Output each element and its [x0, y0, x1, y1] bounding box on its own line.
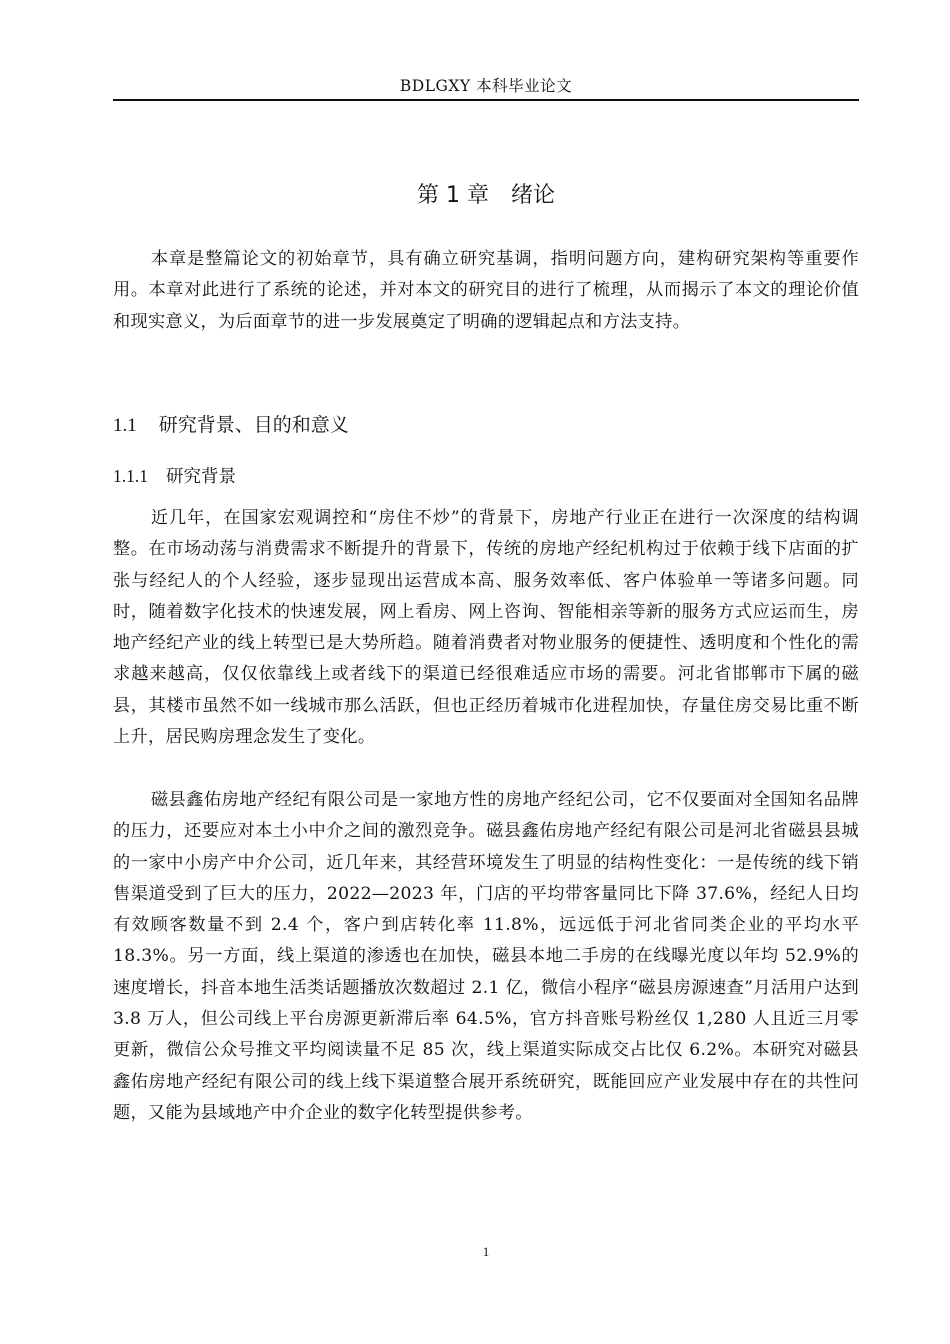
running-header: BDLGXY 本科毕业论文 [399, 77, 573, 95]
subsection-heading [113, 463, 236, 488]
section-title: 研究背景、目的和意义 [158, 414, 349, 436]
chapter-intro-paragraph: 本章是整篇论文的初始章节，具有确立研究基调，指明问题方向，建构研究架构等重要作用。本章对此进行了系统的论述，并对本文的研究目的进行了梳理，从而揭示了本文的理论价值和现实意义，为后面章节的进一步发展奠定了明确的逻辑起点和方法支持。 [113, 249, 859, 332]
subsection-title: 研究背景 [166, 467, 236, 487]
section-number: 1.1 [113, 415, 137, 436]
page-number: 1 [482, 1244, 490, 1259]
body-paragraph: 近几年，在国家宏观调控和“房住不炒”的背景下，房地产行业正在进行一次深度的结构调整。在市场动荡与消费需求不断提升的背景下，传统的房地产经纪机构过于依赖于线下店面的扩张与经纪人的个人经验，逐步显现出运营成本高、服务效率低、客户体验单一等诸多问题。同时，随着数字化技术的快速发展，网上看房、网上咨询、智能相亲等新的服务方式应运而生，房地产经纪产业的线上转型已是大势所趋。随着消费者对物业服务的便捷性、透明度和个性化的需求越来越高，仅仅依靠线上或者线下的渠道已经很难适应市场的需要。河北省邯郸市下属的磁县，其楼市虽然不如一线城市那么活跃，但也正经历着城市化进程加快，存量住房交易比重不断上升，居民购房理念发生了变化。 [113, 508, 859, 748]
body-paragraph: 磁县鑫佑房地产经纪有限公司是一家地方性的房地产经纪公司，它不仅要面对全国知名品牌的压力，还要应对本土小中介之间的激烈竞争。磁县鑫佑房地产经纪有限公司是河北省磁县县城的一家中小房产中介公司，近几年来，其经营环境发生了明显的结构性变化：一是传统的线下销售渠道受到了巨大的压力，2022—2023 年，门店的平均带客量同比下降 37.6%，经纪人日均有效顾客数量不到 2.4 个，客户到店转化率 11.8%，远远低于河北省同类企业的平均水平 18.3%。另一方面，线上渠道的渗透也在加快，磁县本地二手房的在线曝光度以年均 52.9%的速度增长，抖音本地生活类话题播放次数超过 2.1 亿，微信小程序“磁县房源速查”月活用户达到 3.8 万人，但公司线上平台房源更新滞后率 64.5%，官方抖音账号粉丝仅 1,280 人且近三月零更新，微信公众号推文平均阅读量不足 85 次，线上渠道实际成交占比仅 6.2%。本研究对磁县鑫佑房地产经纪有限公司的线上线下渠道整合展开系统研究，既能回应产业发展中存在的共性问题，又能为县域地产中介企业的数字化转型提供参考。 [113, 790, 859, 1123]
header-rule [113, 99, 859, 101]
chapter-title: 第 1 章 绪论 [417, 183, 555, 208]
section-heading [113, 410, 349, 437]
subsection-number: 1.1.1 [113, 466, 148, 486]
